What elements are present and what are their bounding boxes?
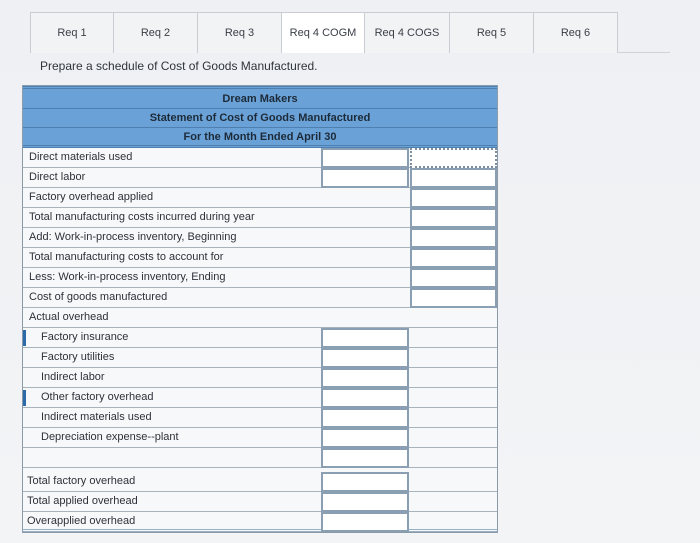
tab-req-3[interactable]: Req 3	[197, 12, 282, 53]
row-total-applied-overhead	[23, 492, 497, 512]
row-label: Actual overhead	[29, 311, 109, 323]
amount-input[interactable]	[321, 368, 409, 388]
row-label: Indirect materials used	[41, 411, 152, 423]
row-label: Overapplied overhead	[27, 515, 136, 527]
row-label: Cost of goods manufactured	[29, 291, 168, 303]
amount-input[interactable]	[321, 348, 409, 368]
company-name: Dream Makers	[222, 93, 298, 105]
row-blank	[23, 448, 497, 468]
amount-input[interactable]	[321, 472, 409, 492]
row-label: Add: Work-in-process inventory, Beginning	[29, 231, 237, 243]
row-label: Factory utilities	[41, 351, 115, 363]
row-other-factory-overhead	[23, 388, 497, 408]
tab-req-5[interactable]: Req 5	[449, 12, 534, 53]
row-label: Factory overhead applied	[29, 191, 154, 203]
row-total-factory-overhead	[23, 472, 497, 492]
total-input[interactable]	[410, 148, 497, 168]
row-direct-labor	[23, 168, 497, 188]
row-total-to-account-for	[23, 248, 497, 268]
total-input[interactable]	[410, 168, 497, 188]
row-label: Factory insurance	[41, 331, 129, 343]
row-direct-materials	[23, 148, 497, 168]
row-label: Direct labor	[29, 171, 86, 183]
row-label: Less: Work-in-process inventory, Ending	[29, 271, 226, 283]
statement-header	[23, 86, 497, 148]
header-divider	[23, 127, 497, 128]
total-input[interactable]	[410, 248, 497, 268]
tab-bar	[30, 12, 670, 53]
row-label: Total applied overhead	[27, 495, 138, 507]
amount-input[interactable]	[321, 428, 409, 448]
amount-input[interactable]	[321, 512, 409, 532]
row-factory-insurance	[23, 328, 497, 348]
tab-req-4-cogm[interactable]: Req 4 COGM	[281, 12, 365, 53]
row-indirect-materials	[23, 408, 497, 428]
row-label: Direct materials used	[29, 151, 133, 163]
total-input[interactable]	[410, 268, 497, 288]
row-indirect-labor	[23, 368, 497, 388]
row-wip-beginning	[23, 228, 497, 248]
row-marker	[23, 330, 26, 346]
row-overapplied-overhead	[23, 512, 497, 532]
row-depreciation-plant	[23, 428, 497, 448]
statement-title: Statement of Cost of Goods Manufactured	[149, 112, 371, 124]
total-input[interactable]	[410, 228, 497, 248]
row-actual-overhead	[23, 308, 497, 328]
amount-input[interactable]	[321, 408, 409, 428]
tab-req-4-cogs[interactable]: Req 4 COGS	[364, 12, 450, 53]
row-factory-utilities	[23, 348, 497, 368]
row-label: Indirect labor	[41, 371, 105, 383]
total-input[interactable]	[410, 188, 497, 208]
row-marker	[23, 390, 26, 406]
row-label: Total factory overhead	[27, 475, 136, 487]
amount-input[interactable]	[321, 148, 409, 168]
row-label: Total manufacturing costs to account for	[29, 251, 224, 263]
tab-req-2[interactable]: Req 2	[113, 12, 198, 53]
amount-input[interactable]	[321, 448, 409, 468]
total-input[interactable]	[410, 288, 497, 308]
row-wip-ending	[23, 268, 497, 288]
row-total-manufacturing-costs	[23, 208, 497, 228]
amount-input[interactable]	[321, 492, 409, 512]
header-divider	[23, 108, 497, 109]
tab-req-1[interactable]: Req 1	[30, 12, 114, 53]
instruction-text: Prepare a schedule of Cost of Goods Manufactured.	[40, 59, 318, 73]
total-input[interactable]	[410, 208, 497, 228]
row-label: Total manufacturing costs incurred during year	[29, 211, 255, 223]
amount-input[interactable]	[321, 168, 409, 188]
statement-period: For the Month Ended April 30	[183, 131, 337, 143]
tab-req-6[interactable]: Req 6	[533, 12, 618, 53]
row-label: Depreciation expense--plant	[41, 431, 179, 443]
amount-input[interactable]	[321, 328, 409, 348]
row-overhead-applied	[23, 188, 497, 208]
row-label: Other factory overhead	[41, 391, 154, 403]
row-cogm	[23, 288, 497, 308]
cogm-statement	[22, 85, 498, 533]
amount-input[interactable]	[321, 388, 409, 408]
